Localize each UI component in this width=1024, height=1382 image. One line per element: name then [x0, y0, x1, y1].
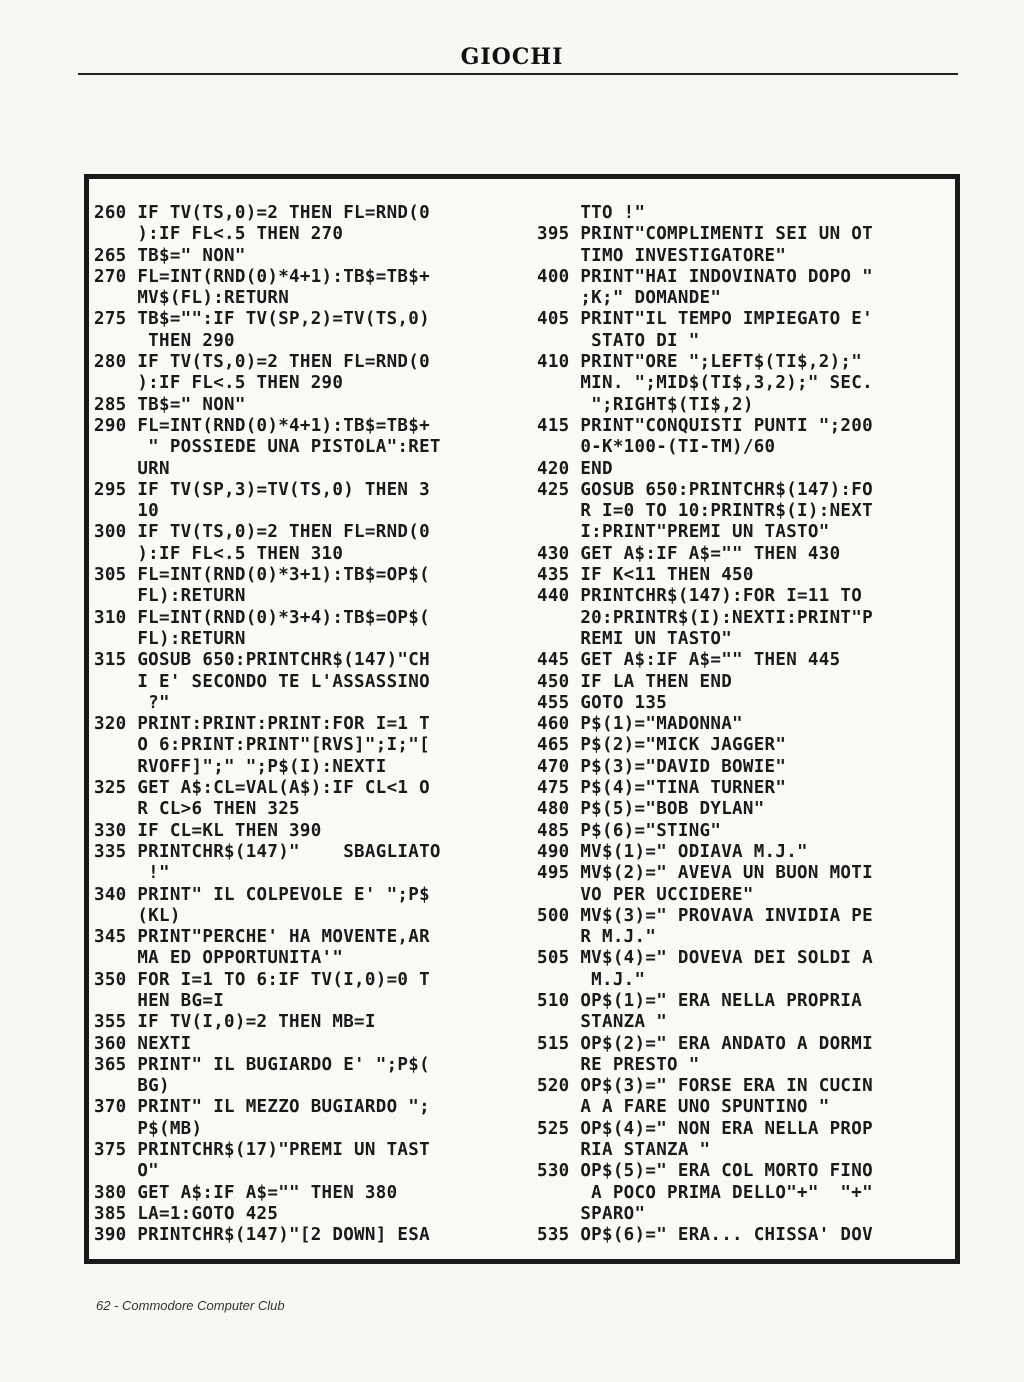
code-line: 0-K*100-(TI-TM)/60	[537, 437, 776, 458]
code-line: 440 PRINTCHR$(147):FOR I=11 TO	[537, 586, 863, 607]
code-line: A POCO PRIMA DELLO"+" "+"	[537, 1182, 873, 1203]
code-line: STATO DI "	[537, 330, 700, 351]
code-line: REMI UN TASTO"	[537, 628, 733, 649]
code-line: FL):RETURN	[94, 586, 246, 607]
code-column-left	[94, 203, 441, 1247]
code-line: URN	[94, 458, 170, 479]
code-line: RE PRESTO "	[537, 1054, 700, 1075]
code-line: 490 MV$(1)=" ODIAVA M.J."	[537, 841, 808, 862]
code-line: STANZA "	[537, 1012, 668, 1033]
code-line: 430 GET A$:IF A$="" THEN 430	[537, 543, 841, 564]
code-line: ):IF FL<.5 THEN 270	[94, 224, 344, 245]
code-line: I E' SECONDO TE L'ASSASSINO	[94, 671, 430, 692]
code-line: 290 FL=INT(RND(0)*4+1):TB$=TB$+	[94, 415, 430, 436]
code-line: 280 IF TV(TS,0)=2 THEN FL=RND(0	[94, 352, 430, 373]
code-line: 330 IF CL=KL THEN 390	[94, 820, 322, 841]
code-line: 360 NEXTI	[94, 1033, 192, 1054]
code-line: 520 OP$(3)=" FORSE ERA IN CUCIN	[537, 1076, 873, 1097]
code-line: 500 MV$(3)=" PROVAVA INVIDIA PE	[537, 905, 873, 926]
code-line: TIMO INVESTIGATORE"	[537, 245, 787, 266]
code-line: 365 PRINT" IL BUGIARDO E' ";P$(	[94, 1054, 430, 1075]
code-line: 525 OP$(4)=" NON ERA NELLA PROP	[537, 1118, 873, 1139]
code-line: !"	[94, 863, 170, 884]
code-line: VO PER UCCIDERE"	[537, 884, 754, 905]
code-line: 10	[94, 501, 160, 522]
code-line: " POSSIEDE UNA PISTOLA":RET	[94, 437, 441, 458]
code-line: 345 PRINT"PERCHE' HA MOVENTE,AR	[94, 927, 430, 948]
code-line: 480 P$(5)="BOB DYLAN"	[537, 799, 765, 820]
code-line: 260 IF TV(TS,0)=2 THEN FL=RND(0	[94, 203, 430, 223]
code-line: 465 P$(2)="MICK JAGGER"	[537, 735, 787, 756]
code-line: 340 PRINT" IL COLPEVOLE E' ";P$	[94, 884, 430, 905]
code-line: 355 IF TV(I,0)=2 THEN MB=I	[94, 1012, 376, 1033]
code-line: 320 PRINT:PRINT:PRINT:FOR I=1 T	[94, 714, 430, 735]
code-listing-box	[84, 174, 960, 1264]
code-line: 420 END	[537, 458, 613, 479]
code-line: RVOFF]";" ";P$(I):NEXTI	[94, 756, 387, 777]
code-column-right	[537, 203, 873, 1247]
code-line: 400 PRINT"HAI INDOVINATO DOPO "	[537, 266, 873, 287]
code-line: MV$(FL):RETURN	[94, 288, 290, 309]
code-line: 310 FL=INT(RND(0)*3+4):TB$=OP$(	[94, 607, 430, 628]
code-line: 485 P$(6)="STING"	[537, 820, 722, 841]
code-line: 535 OP$(6)=" ERA... CHISSA' DOV	[537, 1225, 873, 1246]
code-line: ";RIGHT$(TI$,2)	[537, 394, 754, 415]
code-line: 405 PRINT"IL TEMPO IMPIEGATO E'	[537, 309, 873, 330]
code-line: ):IF FL<.5 THEN 310	[94, 543, 344, 564]
code-line: R I=0 TO 10:PRINTR$(I):NEXT	[537, 501, 873, 522]
code-line: RIA STANZA "	[537, 1140, 711, 1161]
code-line: 415 PRINT"CONQUISTI PUNTI ";200	[537, 415, 873, 436]
code-line: M.J."	[537, 969, 646, 990]
code-line: 475 P$(4)="TINA TURNER"	[537, 778, 787, 799]
code-line: 380 GET A$:IF A$="" THEN 380	[94, 1182, 398, 1203]
code-line: SPARO"	[537, 1203, 646, 1224]
code-line: 20:PRINTR$(I):NEXTI:PRINT"P	[537, 607, 873, 628]
code-line: I:PRINT"PREMI UN TASTO"	[537, 522, 830, 543]
code-line: 370 PRINT" IL MEZZO BUGIARDO ";	[94, 1097, 430, 1118]
code-line: 375 PRINTCHR$(17)"PREMI UN TAST	[94, 1140, 430, 1161]
code-line: THEN 290	[94, 330, 235, 351]
code-line: 390 PRINTCHR$(147)"[2 DOWN] ESA	[94, 1225, 430, 1246]
header-rule	[78, 73, 958, 75]
code-line: 510 OP$(1)=" ERA NELLA PROPRIA	[537, 990, 863, 1011]
code-line: 385 LA=1:GOTO 425	[94, 1203, 279, 1224]
code-line: 395 PRINT"COMPLIMENTI SEI UN OT	[537, 224, 873, 245]
code-line: 425 GOSUB 650:PRINTCHR$(147):FO	[537, 479, 873, 500]
code-line: 410 PRINT"ORE ";LEFT$(TI$,2);"	[537, 352, 863, 373]
code-line: 295 IF TV(SP,3)=TV(TS,0) THEN 3	[94, 479, 430, 500]
code-line: 350 FOR I=1 TO 6:IF TV(I,0)=0 T	[94, 969, 430, 990]
code-line: 530 OP$(5)=" ERA COL MORTO FINO	[537, 1161, 873, 1182]
code-line: 435 IF K<11 THEN 450	[537, 565, 754, 586]
code-line: 460 P$(1)="MADONNA"	[537, 714, 743, 735]
code-line: 275 TB$="":IF TV(SP,2)=TV(TS,0)	[94, 309, 430, 330]
code-line: 505 MV$(4)=" DOVEVA DEI SOLDI A	[537, 948, 873, 969]
code-line: HEN BG=I	[94, 990, 225, 1011]
code-line: 495 MV$(2)=" AVEVA UN BUON MOTI	[537, 863, 873, 884]
code-line: 470 P$(3)="DAVID BOWIE"	[537, 756, 787, 777]
code-line: 450 IF LA THEN END	[537, 671, 733, 692]
code-line: TTO !"	[537, 203, 646, 223]
code-line: (KL)	[94, 905, 181, 926]
code-line: MA ED OPPORTUNITA'"	[94, 948, 344, 969]
code-line: MIN. ";MID$(TI$,3,2);" SEC.	[537, 373, 873, 394]
code-line: 445 GET A$:IF A$="" THEN 445	[537, 650, 841, 671]
code-line: 270 FL=INT(RND(0)*4+1):TB$=TB$+	[94, 266, 430, 287]
code-line: FL):RETURN	[94, 628, 246, 649]
code-line: R M.J."	[537, 927, 657, 948]
code-line: 265 TB$=" NON"	[94, 245, 246, 266]
code-line: 285 TB$=" NON"	[94, 394, 246, 415]
code-line: ):IF FL<.5 THEN 290	[94, 373, 344, 394]
code-line: O 6:PRINT:PRINT"[RVS]";I;"[	[94, 735, 430, 756]
code-line: 300 IF TV(TS,0)=2 THEN FL=RND(0	[94, 522, 430, 543]
code-line: ?"	[94, 692, 170, 713]
code-line: R CL>6 THEN 325	[94, 799, 300, 820]
page-section-title: GIOCHI	[460, 44, 564, 70]
code-line: ;K;" DOMANDE"	[537, 288, 722, 309]
code-line: P$(MB)	[94, 1118, 203, 1139]
code-line: 335 PRINTCHR$(147)" SBAGLIATO	[94, 841, 441, 862]
code-line: 455 GOTO 135	[537, 692, 668, 713]
code-line: 315 GOSUB 650:PRINTCHR$(147)"CH	[94, 650, 430, 671]
code-line: 515 OP$(2)=" ERA ANDATO A DORMI	[537, 1033, 873, 1054]
code-line: A A FARE UNO SPUNTINO "	[537, 1097, 830, 1118]
code-line: BG)	[94, 1076, 170, 1097]
code-line: 325 GET A$:CL=VAL(A$):IF CL<1 O	[94, 778, 430, 799]
code-line: O"	[94, 1161, 160, 1182]
code-line: 305 FL=INT(RND(0)*3+1):TB$=OP$(	[94, 565, 430, 586]
page-footer: 62 - Commodore Computer Club	[96, 1298, 285, 1313]
